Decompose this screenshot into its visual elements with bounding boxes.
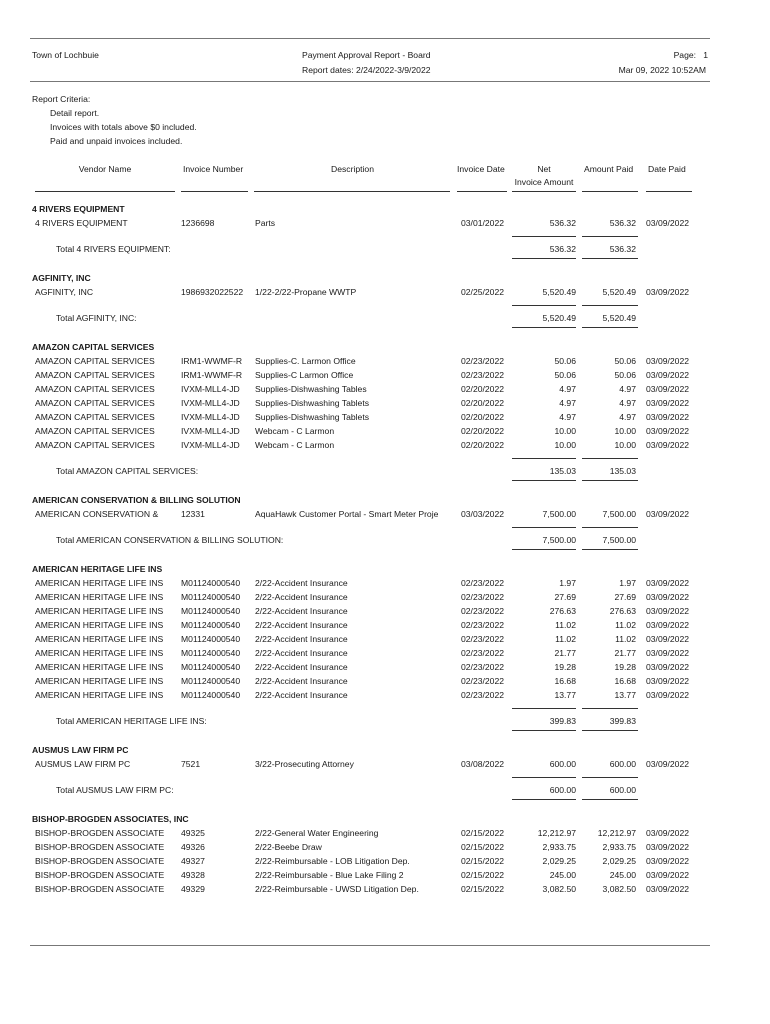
- row-description: 2/22-Accident Insurance: [255, 620, 348, 630]
- row-date-paid: 03/09/2022: [646, 690, 690, 700]
- row-invoice-date: 02/23/2022: [461, 356, 505, 366]
- row-date-paid: 03/09/2022: [646, 370, 690, 380]
- row-net-amount: 245.00: [549, 870, 576, 880]
- row-net-amount: 2,029.25: [542, 856, 576, 866]
- vendor-total-label: Total AMERICAN HERITAGE LIFE INS:: [56, 716, 207, 726]
- row-net-amount: 4.97: [559, 398, 576, 408]
- row-description: Supplies-C Larmon Office: [255, 370, 354, 380]
- row-vendor-name: AMERICAN HERITAGE LIFE INS: [35, 648, 164, 658]
- row-description: Webcam - C Larmon: [255, 426, 335, 436]
- total-top-line-net: [512, 458, 576, 459]
- total-top-line-paid: [582, 777, 638, 778]
- vendor-total-label: Total AGFINITY, INC:: [56, 313, 137, 323]
- row-invoice-date: 02/15/2022: [461, 870, 505, 880]
- vendor-total-label: Total 4 RIVERS EQUIPMENT:: [56, 244, 171, 254]
- run-datetime: Mar 09, 2022 10:52AM: [618, 65, 706, 75]
- row-amount-paid: 12,212.97: [597, 828, 636, 838]
- vendor-group-heading: AMERICAN HERITAGE LIFE INS: [32, 564, 163, 574]
- row-amount-paid: 4.97: [619, 398, 636, 408]
- row-invoice-number: 7521: [181, 759, 201, 769]
- vendor-group-heading: AMAZON CAPITAL SERVICES: [32, 342, 155, 352]
- row-description: Supplies-Dishwashing Tablets: [255, 398, 370, 408]
- row-vendor-name: AMAZON CAPITAL SERVICES: [35, 370, 155, 380]
- total-bottom-line-net: [512, 549, 576, 550]
- row-date-paid: 03/09/2022: [646, 356, 690, 366]
- total-bottom-line-paid: [582, 549, 638, 550]
- total-bottom-line-net: [512, 480, 576, 481]
- row-invoice-date: 02/15/2022: [461, 842, 505, 852]
- row-amount-paid: 10.00: [614, 426, 636, 436]
- row-date-paid: 03/09/2022: [646, 287, 690, 297]
- vendor-group-heading: BISHOP-BROGDEN ASSOCIATES, INC: [32, 814, 189, 824]
- criteria-line: Detail report.: [50, 108, 100, 118]
- vendor-group-heading: AUSMUS LAW FIRM PC: [32, 745, 129, 755]
- vendor-total-paid: 135.03: [609, 466, 636, 476]
- total-bottom-line-paid: [582, 730, 638, 731]
- row-description: 2/22-Accident Insurance: [255, 662, 348, 672]
- vendor-group-heading: 4 RIVERS EQUIPMENT: [32, 204, 125, 214]
- row-date-paid: 03/09/2022: [646, 384, 690, 394]
- row-vendor-name: AMERICAN HERITAGE LIFE INS: [35, 676, 164, 686]
- row-amount-paid: 50.06: [614, 370, 636, 380]
- row-net-amount: 4.97: [559, 384, 576, 394]
- row-invoice-number: IVXM-MLL4-JD: [181, 398, 240, 408]
- row-description: 2/22-Accident Insurance: [255, 606, 348, 616]
- row-invoice-number: 1236698: [181, 218, 215, 228]
- row-vendor-name: AMAZON CAPITAL SERVICES: [35, 356, 155, 366]
- criteria-title: Report Criteria:: [32, 94, 91, 104]
- row-vendor-name: BISHOP-BROGDEN ASSOCIATE: [35, 856, 165, 866]
- row-date-paid: 03/09/2022: [646, 759, 690, 769]
- row-net-amount: 13.77: [554, 690, 576, 700]
- row-invoice-date: 02/23/2022: [461, 690, 505, 700]
- col-net-invoice-amount: Invoice Amount: [514, 177, 574, 187]
- row-invoice-number: IVXM-MLL4-JD: [181, 412, 240, 422]
- row-invoice-number: M01124000540: [181, 676, 241, 686]
- row-vendor-name: AMERICAN HERITAGE LIFE INS: [35, 690, 164, 700]
- row-net-amount: 536.32: [549, 218, 576, 228]
- row-invoice-number: IVXM-MLL4-JD: [181, 426, 240, 436]
- row-amount-paid: 2,029.25: [602, 856, 636, 866]
- row-invoice-number: M01124000540: [181, 620, 241, 630]
- row-date-paid: 03/09/2022: [646, 884, 690, 894]
- row-invoice-date: 02/23/2022: [461, 676, 505, 686]
- row-date-paid: 03/09/2022: [646, 620, 690, 630]
- row-date-paid: 03/09/2022: [646, 218, 690, 228]
- vendor-group-heading: AGFINITY, INC: [32, 273, 91, 283]
- total-top-line-net: [512, 708, 576, 709]
- total-top-line-net: [512, 527, 576, 528]
- criteria-line: Paid and unpaid invoices included.: [50, 136, 183, 146]
- total-top-line-paid: [582, 236, 638, 237]
- row-vendor-name: AMERICAN HERITAGE LIFE INS: [35, 662, 164, 672]
- row-invoice-number: M01124000540: [181, 592, 241, 602]
- total-top-line-paid: [582, 305, 638, 306]
- row-vendor-name: AMERICAN HERITAGE LIFE INS: [35, 606, 164, 616]
- row-invoice-number: M01124000540: [181, 662, 241, 672]
- vendor-total-paid: 399.83: [609, 716, 636, 726]
- row-invoice-date: 02/23/2022: [461, 592, 505, 602]
- col-invoice-number: Invoice Number: [183, 164, 244, 174]
- row-amount-paid: 21.77: [614, 648, 636, 658]
- row-vendor-name: AMERICAN HERITAGE LIFE INS: [35, 578, 164, 588]
- vendor-total-paid: 536.32: [609, 244, 636, 254]
- row-net-amount: 19.28: [554, 662, 576, 672]
- row-amount-paid: 2,933.75: [602, 842, 636, 852]
- row-amount-paid: 11.02: [615, 634, 636, 644]
- row-invoice-date: 02/20/2022: [461, 384, 505, 394]
- row-net-amount: 16.68: [554, 676, 576, 686]
- row-vendor-name: BISHOP-BROGDEN ASSOCIATE: [35, 828, 165, 838]
- row-invoice-number: M01124000540: [181, 690, 241, 700]
- vendor-total-net: 536.32: [549, 244, 576, 254]
- row-invoice-date: 02/15/2022: [461, 856, 505, 866]
- row-invoice-number: IRM1-WWMF-R: [181, 356, 243, 366]
- row-vendor-name: BISHOP-BROGDEN ASSOCIATE: [35, 842, 165, 852]
- row-date-paid: 03/09/2022: [646, 606, 690, 616]
- row-net-amount: 12,212.97: [537, 828, 576, 838]
- vendor-total-net: 5,520.49: [542, 313, 576, 323]
- row-description: Parts: [255, 218, 276, 228]
- total-top-line-net: [512, 777, 576, 778]
- row-net-amount: 4.97: [559, 412, 576, 422]
- row-vendor-name: AMAZON CAPITAL SERVICES: [35, 426, 155, 436]
- row-invoice-number: 49325: [181, 828, 205, 838]
- row-description: 3/22-Prosecuting Attorney: [255, 759, 354, 769]
- row-description: 2/22-Accident Insurance: [255, 648, 348, 658]
- row-date-paid: 03/09/2022: [646, 592, 690, 602]
- row-vendor-name: AMAZON CAPITAL SERVICES: [35, 398, 155, 408]
- total-bottom-line-paid: [582, 480, 638, 481]
- row-description: 2/22-Accident Insurance: [255, 676, 348, 686]
- row-invoice-date: 02/25/2022: [461, 287, 505, 297]
- row-net-amount: 10.00: [554, 440, 576, 450]
- row-vendor-name: AMAZON CAPITAL SERVICES: [35, 384, 155, 394]
- total-bottom-line-paid: [582, 327, 638, 328]
- row-amount-paid: 50.06: [614, 356, 636, 366]
- row-amount-paid: 245.00: [609, 870, 636, 880]
- row-amount-paid: 27.69: [614, 592, 636, 602]
- total-top-line-net: [512, 236, 576, 237]
- row-amount-paid: 3,082.50: [602, 884, 636, 894]
- vendor-total-label: Total AMAZON CAPITAL SERVICES:: [56, 466, 199, 476]
- row-invoice-date: 02/23/2022: [461, 578, 505, 588]
- row-net-amount: 50.06: [554, 356, 576, 366]
- row-net-amount: 1.97: [559, 578, 576, 588]
- row-amount-paid: 7,500.00: [602, 509, 636, 519]
- row-invoice-date: 02/20/2022: [461, 412, 505, 422]
- vendor-total-net: 600.00: [549, 785, 576, 795]
- vendor-total-label: Total AUSMUS LAW FIRM PC:: [56, 785, 174, 795]
- row-invoice-date: 02/20/2022: [461, 398, 505, 408]
- row-invoice-number: 1986932022522: [181, 287, 244, 297]
- row-net-amount: 5,520.49: [542, 287, 576, 297]
- row-amount-paid: 16.68: [614, 676, 636, 686]
- row-invoice-date: 02/23/2022: [461, 634, 505, 644]
- row-description: 2/22-Reimbursable - LOB Litigation Dep.: [255, 856, 410, 866]
- row-invoice-date: 02/15/2022: [461, 828, 505, 838]
- row-date-paid: 03/09/2022: [646, 856, 690, 866]
- row-amount-paid: 1.97: [619, 578, 636, 588]
- row-vendor-name: AMERICAN CONSERVATION &: [35, 509, 159, 519]
- row-amount-paid: 19.28: [614, 662, 636, 672]
- row-description: 2/22-Accident Insurance: [255, 690, 348, 700]
- row-vendor-name: AMERICAN HERITAGE LIFE INS: [35, 592, 164, 602]
- row-description: 2/22-Reimbursable - UWSD Litigation Dep.: [255, 884, 419, 894]
- row-net-amount: 10.00: [554, 426, 576, 436]
- row-date-paid: 03/09/2022: [646, 662, 690, 672]
- row-net-amount: 11.02: [555, 620, 576, 630]
- row-date-paid: 03/09/2022: [646, 578, 690, 588]
- row-date-paid: 03/09/2022: [646, 426, 690, 436]
- row-invoice-date: 02/23/2022: [461, 648, 505, 658]
- row-date-paid: 03/09/2022: [646, 509, 690, 519]
- row-invoice-number: M01124000540: [181, 578, 241, 588]
- row-description: 2/22-Accident Insurance: [255, 592, 348, 602]
- row-net-amount: 7,500.00: [542, 509, 576, 519]
- row-net-amount: 3,082.50: [542, 884, 576, 894]
- row-invoice-number: IRM1-WWMF-R: [181, 370, 243, 380]
- org-name: Town of Lochbuie: [32, 50, 99, 60]
- report-title: Payment Approval Report - Board: [302, 50, 431, 60]
- page-label: Page:: [673, 50, 697, 60]
- row-description: 1/22-2/22-Propane WWTP: [255, 287, 357, 297]
- row-vendor-name: AMERICAN HERITAGE LIFE INS: [35, 634, 164, 644]
- row-date-paid: 03/09/2022: [646, 398, 690, 408]
- row-vendor-name: AGFINITY, INC: [35, 287, 94, 297]
- row-date-paid: 03/09/2022: [646, 634, 690, 644]
- total-bottom-line-net: [512, 327, 576, 328]
- col-net: Net: [537, 164, 551, 174]
- total-bottom-line-paid: [582, 258, 638, 259]
- row-invoice-number: 49326: [181, 842, 205, 852]
- row-invoice-date: 02/20/2022: [461, 426, 505, 436]
- row-description: 2/22-Accident Insurance: [255, 634, 348, 644]
- row-date-paid: 03/09/2022: [646, 870, 690, 880]
- row-amount-paid: 4.97: [619, 384, 636, 394]
- row-amount-paid: 5,520.49: [602, 287, 636, 297]
- total-top-line-paid: [582, 458, 638, 459]
- row-description: 2/22-Reimbursable - Blue Lake Filing 2: [255, 870, 404, 880]
- col-date-paid: Date Paid: [648, 164, 686, 174]
- total-bottom-line-net: [512, 730, 576, 731]
- vendor-total-net: 135.03: [549, 466, 576, 476]
- row-amount-paid: 11.02: [615, 620, 636, 630]
- total-top-line-net: [512, 305, 576, 306]
- row-vendor-name: AUSMUS LAW FIRM PC: [35, 759, 131, 769]
- row-vendor-name: AMERICAN HERITAGE LIFE INS: [35, 620, 164, 630]
- row-vendor-name: 4 RIVERS EQUIPMENT: [35, 218, 128, 228]
- row-invoice-number: M01124000540: [181, 634, 241, 644]
- col-invoice-date: Invoice Date: [457, 164, 505, 174]
- total-bottom-line-net: [512, 799, 576, 800]
- total-bottom-line-paid: [582, 799, 638, 800]
- row-amount-paid: 536.32: [609, 218, 636, 228]
- row-date-paid: 03/09/2022: [646, 648, 690, 658]
- row-invoice-date: 03/08/2022: [461, 759, 505, 769]
- row-vendor-name: BISHOP-BROGDEN ASSOCIATE: [35, 884, 165, 894]
- row-amount-paid: 600.00: [609, 759, 636, 769]
- vendor-total-net: 399.83: [549, 716, 576, 726]
- row-date-paid: 03/09/2022: [646, 440, 690, 450]
- row-invoice-number: 12331: [181, 509, 205, 519]
- row-invoice-date: 02/23/2022: [461, 370, 505, 380]
- row-invoice-number: M01124000540: [181, 648, 241, 658]
- total-bottom-line-net: [512, 258, 576, 259]
- row-net-amount: 2,933.75: [542, 842, 576, 852]
- vendor-total-paid: 600.00: [609, 785, 636, 795]
- row-amount-paid: 10.00: [614, 440, 636, 450]
- row-invoice-number: 49329: [181, 884, 205, 894]
- row-date-paid: 03/09/2022: [646, 676, 690, 686]
- row-description: AquaHawk Customer Portal - Smart Meter Proje: [255, 509, 439, 519]
- row-invoice-number: 49328: [181, 870, 205, 880]
- vendor-total-label: Total AMERICAN CONSERVATION & BILLING SOLUTION:: [56, 535, 284, 545]
- row-description: 2/22-Beebe Draw: [255, 842, 322, 852]
- row-description: Webcam - C Larmon: [255, 440, 335, 450]
- row-description: Supplies-Dishwashing Tablets: [255, 412, 370, 422]
- vendor-group-heading: AMERICAN CONSERVATION & BILLING SOLUTION: [32, 495, 241, 505]
- row-invoice-date: 03/03/2022: [461, 509, 505, 519]
- row-invoice-number: IVXM-MLL4-JD: [181, 440, 240, 450]
- total-top-line-paid: [582, 708, 638, 709]
- row-description: 2/22-General Water Engineering: [255, 828, 379, 838]
- row-invoice-date: 02/23/2022: [461, 620, 505, 630]
- row-invoice-date: 03/01/2022: [461, 218, 505, 228]
- row-invoice-date: 02/20/2022: [461, 440, 505, 450]
- row-amount-paid: 4.97: [619, 412, 636, 422]
- row-invoice-date: 02/15/2022: [461, 884, 505, 894]
- row-vendor-name: BISHOP-BROGDEN ASSOCIATE: [35, 870, 165, 880]
- row-invoice-date: 02/23/2022: [461, 662, 505, 672]
- row-invoice-number: 49327: [181, 856, 205, 866]
- row-date-paid: 03/09/2022: [646, 412, 690, 422]
- row-date-paid: 03/09/2022: [646, 828, 690, 838]
- row-invoice-number: IVXM-MLL4-JD: [181, 384, 240, 394]
- col-amount-paid: Amount Paid: [584, 164, 634, 174]
- row-net-amount: 600.00: [549, 759, 576, 769]
- row-net-amount: 11.02: [555, 634, 576, 644]
- vendor-total-paid: 7,500.00: [602, 535, 636, 545]
- vendor-total-net: 7,500.00: [542, 535, 576, 545]
- row-vendor-name: AMAZON CAPITAL SERVICES: [35, 412, 155, 422]
- row-invoice-number: M01124000540: [181, 606, 241, 616]
- row-description: Supplies-Dishwashing Tables: [255, 384, 367, 394]
- total-top-line-paid: [582, 527, 638, 528]
- vendor-total-paid: 5,520.49: [602, 313, 636, 323]
- row-net-amount: 50.06: [554, 370, 576, 380]
- row-amount-paid: 13.77: [614, 690, 636, 700]
- row-net-amount: 276.63: [549, 606, 576, 616]
- row-vendor-name: AMAZON CAPITAL SERVICES: [35, 440, 155, 450]
- col-description: Description: [331, 164, 374, 174]
- criteria-line: Invoices with totals above $0 included.: [50, 122, 197, 132]
- row-net-amount: 21.77: [554, 648, 576, 658]
- page-number: 1: [703, 50, 708, 60]
- row-amount-paid: 276.63: [609, 606, 636, 616]
- col-vendor-name: Vendor Name: [78, 164, 132, 174]
- report-dates: Report dates: 2/24/2022-3/9/2022: [302, 65, 431, 75]
- row-invoice-date: 02/23/2022: [461, 606, 505, 616]
- row-description: 2/22-Accident Insurance: [255, 578, 348, 588]
- row-date-paid: 03/09/2022: [646, 842, 690, 852]
- footer-rule: [30, 945, 710, 946]
- row-net-amount: 27.69: [554, 592, 576, 602]
- row-description: Supplies-C. Larmon Office: [255, 356, 356, 366]
